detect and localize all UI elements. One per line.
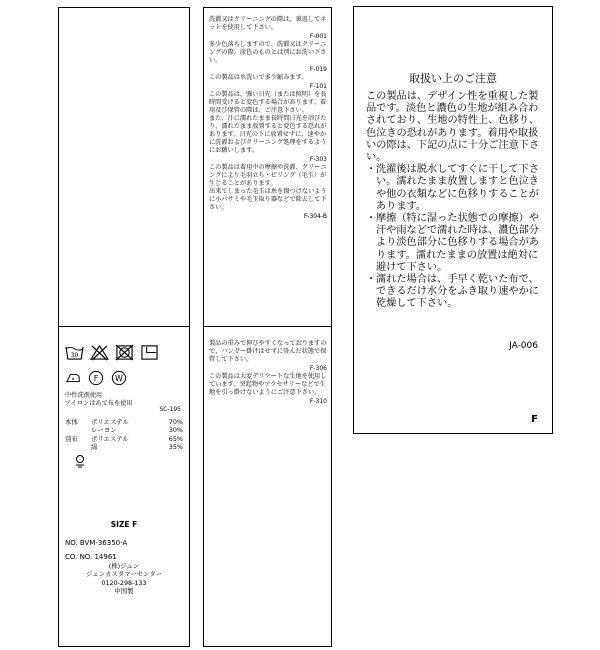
stain-note-icon	[73, 454, 87, 468]
company-name: (株)ジュン	[108, 562, 140, 570]
caution-title: 取扱い上のご注意	[409, 72, 497, 85]
fabric-row: 本体 ポリエステル 70%	[65, 418, 183, 426]
care-label-middle	[203, 7, 332, 647]
fold-line	[59, 326, 189, 327]
care-label-left	[58, 7, 190, 647]
sc-code: SC-195	[159, 406, 181, 413]
care-paragraph: この製品は、強い日光（または照明）を長時間受けると変色する場合があります。着用及び保管の際は、ご注意下さい。 また、汗に濡れたまま長時間日光を浴びたり、濡れたまま放置すると変色する恐れがあります。日光の下に放置せずに、速やかに洗濯およびクリーニング処理をするようにお願いします。	[209, 91, 327, 154]
care-code: F-001	[309, 33, 327, 40]
care-paragraph: この製品は着用中の摩擦や洗濯、クリーニングにより毛羽立ち・ピリング（毛玉）が生じることがあります。 出来てしまった毛玉は糸を傷つけないように小バサミや毛玉取り器などで除去して下さい。	[209, 164, 327, 211]
fabric-row: 綿 35%	[91, 442, 183, 451]
fold-line	[204, 326, 331, 327]
care-code: F-306	[309, 365, 327, 372]
co-no: CO. NO. 14961	[65, 553, 117, 561]
care-text-upper	[209, 16, 327, 221]
care-code: F-101	[309, 83, 327, 90]
caution-code: JA-006	[509, 341, 538, 351]
line-dry-icon	[140, 344, 159, 361]
care-text-lower	[209, 340, 327, 406]
company-info	[59, 562, 189, 595]
caution-body	[366, 91, 546, 311]
caution-bullet: ・ 洗濯後は脱水してすぐに干して下さい。濡れたまま放置しますと色泣きや他の衣類などに色移りすることがあります。	[366, 164, 539, 212]
care-paragraph: 製品の重みで伸びやすくなっておりますので、ハンガー掛けはせずに畳んだ状態で保管して下さい。	[209, 340, 327, 363]
care-code: F-304-B	[303, 213, 327, 220]
care-paragraph: この製品は水洗いで多少縮みます。	[209, 74, 308, 81]
care-paragraph: この製品は大変デリケートな生地を使用しています。突起物やアクセサリーなどで生地を引っ掛けないようにご注意下さい。	[209, 373, 327, 396]
svg-text:F: F	[93, 374, 99, 384]
caution-intro: この製品は、デザイン性を重視した製品です。淡色と濃色の生地が組み合わされており、生地の特性上、色移り、色泣きの恐れがあります。着用や取扱いの際は、下記の点に十分ご注意下さい。	[366, 91, 540, 164]
dry-clean-F-icon	[88, 370, 104, 386]
wet-clean-W-icon	[111, 370, 127, 386]
no-tumble-dry-icon	[115, 344, 134, 361]
care-symbols-row	[65, 344, 159, 361]
note-line: アイロンはあて布を使用	[65, 400, 133, 407]
iron-low-icon	[65, 370, 81, 386]
care-paragraph: 多少色落ちしますので、洗濯又はクリーニングの際、淡色のものとは別にお洗い下さい。	[209, 41, 327, 64]
phone-number: 0120-298-133	[101, 578, 147, 587]
caution-bullet: ・ 濡れた場合は、手早く乾いた布で、できるだけ水分をふき取り速やかに乾燥して下さい。	[366, 274, 539, 310]
caution-bullet: ・ 摩擦（特に湿った状態での摩擦）や汗や雨などで濡れた時は、濃色部分より淡色部分に色移りする場合があります。濡れたままの放置は絶対に避けて下さい。	[366, 213, 539, 273]
no-bleach-icon	[90, 344, 109, 361]
fabric-composition	[65, 418, 183, 451]
svg-text:W: W	[115, 374, 123, 384]
product-numbers	[65, 536, 127, 564]
product-no: NO. BVM-36350-A	[65, 539, 128, 547]
fabric-row: 別布 ポリエステル 65%	[65, 434, 183, 443]
care-code: F-303	[309, 156, 327, 163]
wash-temp: 30	[70, 352, 79, 360]
wash-30-icon	[65, 344, 84, 361]
country-of-origin: 中国製	[114, 586, 134, 595]
care-symbols-row-2	[65, 370, 127, 386]
care-code: F-019	[309, 66, 327, 73]
customer-center: ジュンカスタマーセンター	[85, 570, 163, 579]
care-paragraph: 洗濯又はクリーニングの際は、裏返してネットを使用して下さい。	[209, 16, 327, 31]
care-code: F-310	[309, 398, 327, 405]
fabric-row: レーヨン 30%	[91, 426, 183, 435]
caution-label	[353, 6, 553, 434]
note-line: 中性洗剤使用	[65, 392, 103, 399]
size-mark: F	[531, 414, 538, 425]
size-text: SIZE F	[110, 520, 138, 529]
